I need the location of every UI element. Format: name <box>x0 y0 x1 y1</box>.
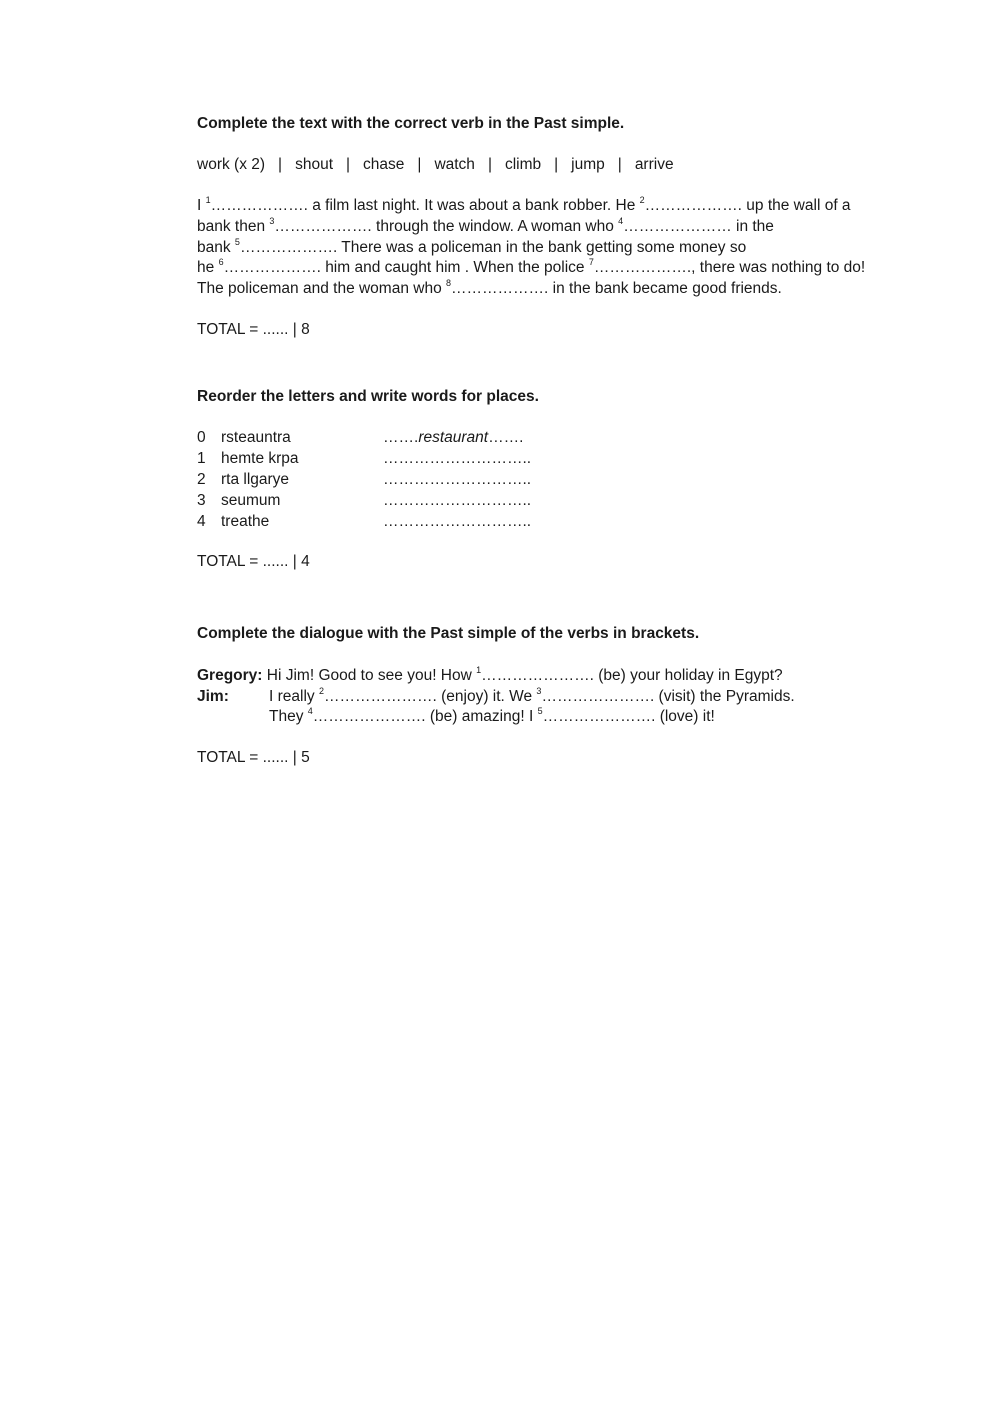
text-line-2: bank then $^3$………………. through the window. A woman who $^4$………………… in the <box>197 216 774 235</box>
gap-number: 5 <box>537 706 543 716</box>
answer-gap: ……………………….. <box>383 450 532 467</box>
dialogue-line-jim-1: I really $^2$…………………. (enjoy) it. We $^3$…………………. (visit) the Pyramids. <box>269 686 795 705</box>
list-item: 3 seumum ……………………….. <box>197 492 532 509</box>
section2-heading: Reorder the letters and write words for places. <box>197 388 539 405</box>
text-line-4: he $^6$………………. him and caught him . When the police $^7$………………., there was nothing to do! <box>197 257 866 276</box>
gap-number: 3 <box>536 686 542 696</box>
word-box-item: jump <box>571 156 605 173</box>
word-box-item: shout <box>295 156 333 173</box>
text-line-3: bank $^5$………………. There was a policeman in the bank getting some money so <box>197 237 747 256</box>
gap-number: 7 <box>588 257 594 267</box>
list-item: 2 rta llgarye ……………………….. <box>197 471 532 488</box>
answer-gap: ……………………….. <box>383 513 532 530</box>
speaker-jim: Jim: <box>197 688 229 705</box>
gap-number: 2 <box>639 195 645 205</box>
section3-total: TOTAL = ...... | 5 <box>197 749 310 766</box>
example-answer: …….restaurant……. <box>383 429 524 446</box>
dialogue-line-jim-2: They $^4$…………………. (be) amazing! I $^5$…………………. (love) it! <box>269 706 715 725</box>
section1-total: TOTAL = ...... | 8 <box>197 321 310 338</box>
word-box-item: watch <box>434 156 475 173</box>
section1-heading: Complete the text with the correct verb in the Past simple. <box>197 115 625 132</box>
word-box-item: climb <box>504 156 542 173</box>
gap-number: 3 <box>269 216 275 226</box>
gap-number: 2 <box>318 686 324 696</box>
answer-gap: ……………………….. <box>383 492 532 509</box>
word-box-item: arrive <box>634 156 674 173</box>
gap-number: 5 <box>234 237 240 247</box>
gap-number: 1 <box>476 665 482 675</box>
section3-heading: Complete the dialogue with the Past simple of the verbs in brackets. <box>197 625 700 642</box>
dialogue-line-gregory: Gregory: Hi Jim! Good to see you! How $^1$…………………. (be) your holiday in Egypt? <box>197 665 783 684</box>
speaker-gregory: Gregory: <box>197 667 263 684</box>
gap-number: 6 <box>218 257 224 267</box>
gap-number: 1 <box>205 195 211 205</box>
section2-total: TOTAL = ...... | 4 <box>197 553 310 570</box>
gap-number: 4 <box>618 216 624 226</box>
text-line-5: The policeman and the woman who $^8$………………. in the bank became good friends. <box>197 278 782 297</box>
gap-number: 8 <box>446 278 452 288</box>
list-item: 0 rsteauntra …….restaurant……. <box>197 429 524 446</box>
answer-gap: ……………………….. <box>383 471 532 488</box>
list-item: 4 treathe ……………………….. <box>197 513 532 530</box>
word-box-item: chase <box>363 156 405 173</box>
gap-number: 4 <box>307 706 313 716</box>
list-item: 1 hemte krpa ……………………….. <box>197 450 532 467</box>
word-box-item: work (x 2) <box>197 156 266 173</box>
dialogue-speaker-jim <box>197 687 229 707</box>
word-box: work (x 2) | shout | chase | watch | climb | jump | arrive <box>197 156 674 173</box>
text-line-1: I $^1$………………. a film last night. It was about a bank robber. He $^2$………………. up the wall of a <box>197 195 851 214</box>
